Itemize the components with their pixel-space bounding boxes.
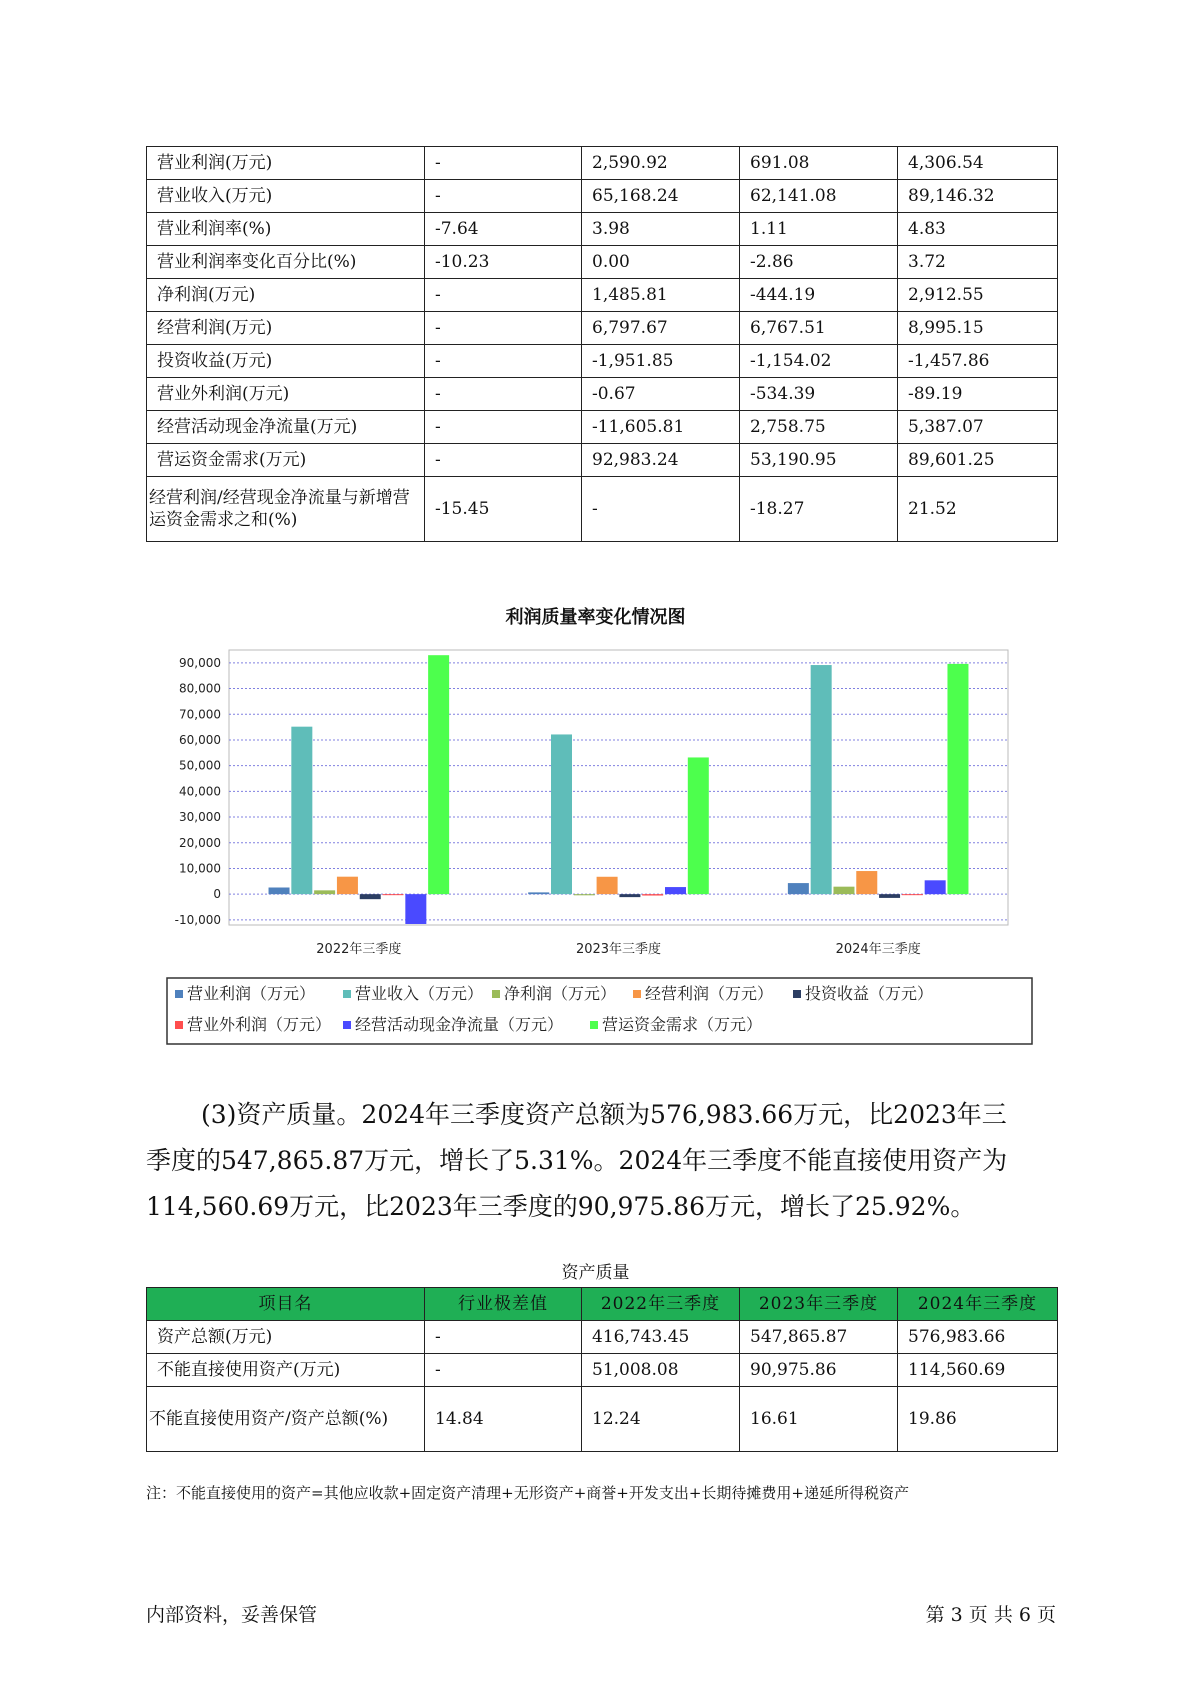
cell: 5,387.07 xyxy=(898,411,1058,444)
cell: 16.61 xyxy=(740,1387,898,1452)
cell: -15.45 xyxy=(425,477,582,542)
cell: 90,975.86 xyxy=(740,1354,898,1387)
cell: 53,190.95 xyxy=(740,444,898,477)
cell: -0.67 xyxy=(582,378,740,411)
y-tick-label: 90,000 xyxy=(179,655,221,670)
cell: 89,601.25 xyxy=(898,444,1058,477)
y-tick-label: 50,000 xyxy=(179,758,221,773)
chart-bar xyxy=(360,894,381,899)
cell: 3.72 xyxy=(898,246,1058,279)
chart-bar xyxy=(291,727,312,894)
row-label: 净利润(万元) xyxy=(147,279,425,312)
cell: 2,590.92 xyxy=(582,147,740,180)
x-category-label: 2024年三季度 xyxy=(835,942,921,957)
chart-bar xyxy=(856,871,877,894)
cell: 62,141.08 xyxy=(740,180,898,213)
row-label: 资产总额(万元) xyxy=(147,1321,425,1354)
cell: 14.84 xyxy=(425,1387,582,1452)
legend-label: 经营活动现金净流量（万元） xyxy=(355,1015,564,1034)
column-header: 2022年三季度 xyxy=(582,1288,740,1321)
cell: -18.27 xyxy=(740,477,898,542)
legend-swatch xyxy=(633,990,641,998)
cell: 51,008.08 xyxy=(582,1354,740,1387)
cell: -2.86 xyxy=(740,246,898,279)
cell: - xyxy=(582,477,740,542)
chart-title: 利润质量率变化情况图 xyxy=(505,607,686,628)
cell: 6,797.67 xyxy=(582,312,740,345)
cell: 8,995.15 xyxy=(898,312,1058,345)
y-tick-label: 60,000 xyxy=(179,732,221,747)
cell: -1,457.86 xyxy=(898,345,1058,378)
asset-quality-paragraph xyxy=(146,1092,1066,1230)
y-tick-label: 10,000 xyxy=(179,861,221,876)
footnote: 注：不能直接使用的资产=其他应收款+固定资产清理+无形资产+商誉+开发支出+长期待摊费用+递延所得税资产 xyxy=(146,1484,909,1502)
chart-bar xyxy=(879,894,900,898)
row-label: 经营利润(万元) xyxy=(147,312,425,345)
legend-swatch xyxy=(343,1021,351,1029)
chart-bar xyxy=(383,894,404,895)
paragraph-line: (3)资产质量。2024年三季度资产总额为576,983.66万元，比2023年三 xyxy=(201,1100,1007,1129)
y-tick-label: 30,000 xyxy=(179,810,221,825)
cell: -1,154.02 xyxy=(740,345,898,378)
chart-bar xyxy=(788,883,809,894)
row-label: 营业收入(万元) xyxy=(147,180,425,213)
column-header: 2023年三季度 xyxy=(740,1288,898,1321)
chart-bar xyxy=(314,890,335,894)
y-tick-label: 40,000 xyxy=(179,784,221,799)
cell: -534.39 xyxy=(740,378,898,411)
legend-label: 投资收益（万元） xyxy=(805,984,934,1003)
legend-swatch xyxy=(793,990,801,998)
row-label: 营业利润率(%) xyxy=(147,213,425,246)
legend-swatch xyxy=(343,990,351,998)
x-category-label: 2022年三季度 xyxy=(316,942,402,957)
table-header-row xyxy=(147,1288,1058,1321)
table-row xyxy=(147,1354,1058,1387)
cell: 1,485.81 xyxy=(582,279,740,312)
chart-bar xyxy=(619,894,640,897)
cell: -10.23 xyxy=(425,246,582,279)
cell: -1,951.85 xyxy=(582,345,740,378)
table-row xyxy=(147,1387,1058,1452)
cell: - xyxy=(425,279,582,312)
row-label: 投资收益(万元) xyxy=(147,345,425,378)
legend-label: 营业收入（万元） xyxy=(355,984,484,1003)
legend-swatch xyxy=(590,1021,598,1029)
row-label: 营业利润(万元) xyxy=(147,147,425,180)
chart-bar xyxy=(269,888,290,895)
cell: - xyxy=(425,147,582,180)
row-label: 经营利润/经营现金净流量与新增营运资金需求之和(%) xyxy=(147,477,425,542)
cell: -444.19 xyxy=(740,279,898,312)
cell: 114,560.69 xyxy=(898,1354,1058,1387)
column-header: 行业极差值 xyxy=(425,1288,582,1321)
chart-bar xyxy=(925,880,946,894)
cell: 65,168.24 xyxy=(582,180,740,213)
cell: -7.64 xyxy=(425,213,582,246)
cell: 89,146.32 xyxy=(898,180,1058,213)
asset-quality-table xyxy=(146,1287,1058,1452)
cell: 691.08 xyxy=(740,147,898,180)
x-category-label: 2023年三季度 xyxy=(575,942,662,957)
cell: 19.86 xyxy=(898,1387,1058,1452)
legend-swatch xyxy=(492,990,500,998)
cell: 2,758.75 xyxy=(740,411,898,444)
y-tick-label: 0 xyxy=(213,887,221,902)
row-label: 营业外利润(万元) xyxy=(147,378,425,411)
y-tick-label: 20,000 xyxy=(179,835,221,850)
cell: - xyxy=(425,378,582,411)
chart-bar xyxy=(665,887,686,894)
chart-bar xyxy=(428,655,449,894)
legend-label: 经营利润（万元） xyxy=(645,984,774,1003)
chart-bar xyxy=(642,894,663,895)
cell: 12.24 xyxy=(582,1387,740,1452)
column-header: 2024年三季度 xyxy=(898,1288,1058,1321)
row-label: 经营活动现金净流量(万元) xyxy=(147,411,425,444)
chart-bar xyxy=(337,877,358,894)
column-header: 项目名 xyxy=(147,1288,425,1321)
cell: 0.00 xyxy=(582,246,740,279)
chart-bar xyxy=(405,894,426,924)
cell: 21.52 xyxy=(898,477,1058,542)
cell: - xyxy=(425,180,582,213)
cell: - xyxy=(425,444,582,477)
legend-label: 净利润（万元） xyxy=(504,984,617,1003)
legend-label: 营业利润（万元） xyxy=(187,984,316,1003)
y-tick-label: -10,000 xyxy=(174,912,221,927)
paragraph-line: 季度的547,865.87万元，增长了5.31%。2024年三季度不能直接使用资产为 xyxy=(146,1146,1008,1175)
cell: - xyxy=(425,312,582,345)
cell: -89.19 xyxy=(898,378,1058,411)
cell: - xyxy=(425,1321,582,1354)
cell: 547,865.87 xyxy=(740,1321,898,1354)
table-row xyxy=(147,1321,1058,1354)
cell: - xyxy=(425,411,582,444)
cell: 416,743.45 xyxy=(582,1321,740,1354)
y-tick-label: 80,000 xyxy=(179,681,221,696)
cell: - xyxy=(425,345,582,378)
chart-bar xyxy=(811,665,832,894)
cell: -11,605.81 xyxy=(582,411,740,444)
paragraph-line: 114,560.69万元，比2023年三季度的90,975.86万元，增长了25.92%。 xyxy=(146,1192,976,1221)
legend-label: 营运资金需求（万元） xyxy=(602,1015,763,1034)
chart-bar xyxy=(688,757,709,894)
chart-bar xyxy=(551,734,572,894)
row-label: 营运资金需求(万元) xyxy=(147,444,425,477)
y-tick-label: 70,000 xyxy=(179,707,221,722)
page-number: 第 3 页 共 6 页 xyxy=(925,1604,1056,1626)
cell: 3.98 xyxy=(582,213,740,246)
cell: 6,767.51 xyxy=(740,312,898,345)
chart-bar xyxy=(597,877,618,894)
cell: 1.11 xyxy=(740,213,898,246)
legend-swatch xyxy=(175,1021,183,1029)
footer-confidential: 内部资料，妥善保管 xyxy=(146,1604,318,1626)
chart-bar xyxy=(574,894,595,895)
row-label: 不能直接使用资产/资产总额(%) xyxy=(147,1387,425,1452)
chart-bar xyxy=(528,892,549,894)
table-caption: 资产质量 xyxy=(561,1263,630,1283)
cell: 4.83 xyxy=(898,213,1058,246)
legend-swatch xyxy=(175,990,183,998)
row-label: 不能直接使用资产(万元) xyxy=(147,1354,425,1387)
cell: 4,306.54 xyxy=(898,147,1058,180)
cell: 92,983.24 xyxy=(582,444,740,477)
chart-bar xyxy=(833,887,854,894)
chart-bar xyxy=(947,664,968,894)
cell: 2,912.55 xyxy=(898,279,1058,312)
chart-bar xyxy=(902,894,923,895)
row-label: 营业利润率变化百分比(%) xyxy=(147,246,425,279)
cell: - xyxy=(425,1354,582,1387)
legend-label: 营业外利润（万元） xyxy=(187,1015,332,1034)
cell: 576,983.66 xyxy=(898,1321,1058,1354)
